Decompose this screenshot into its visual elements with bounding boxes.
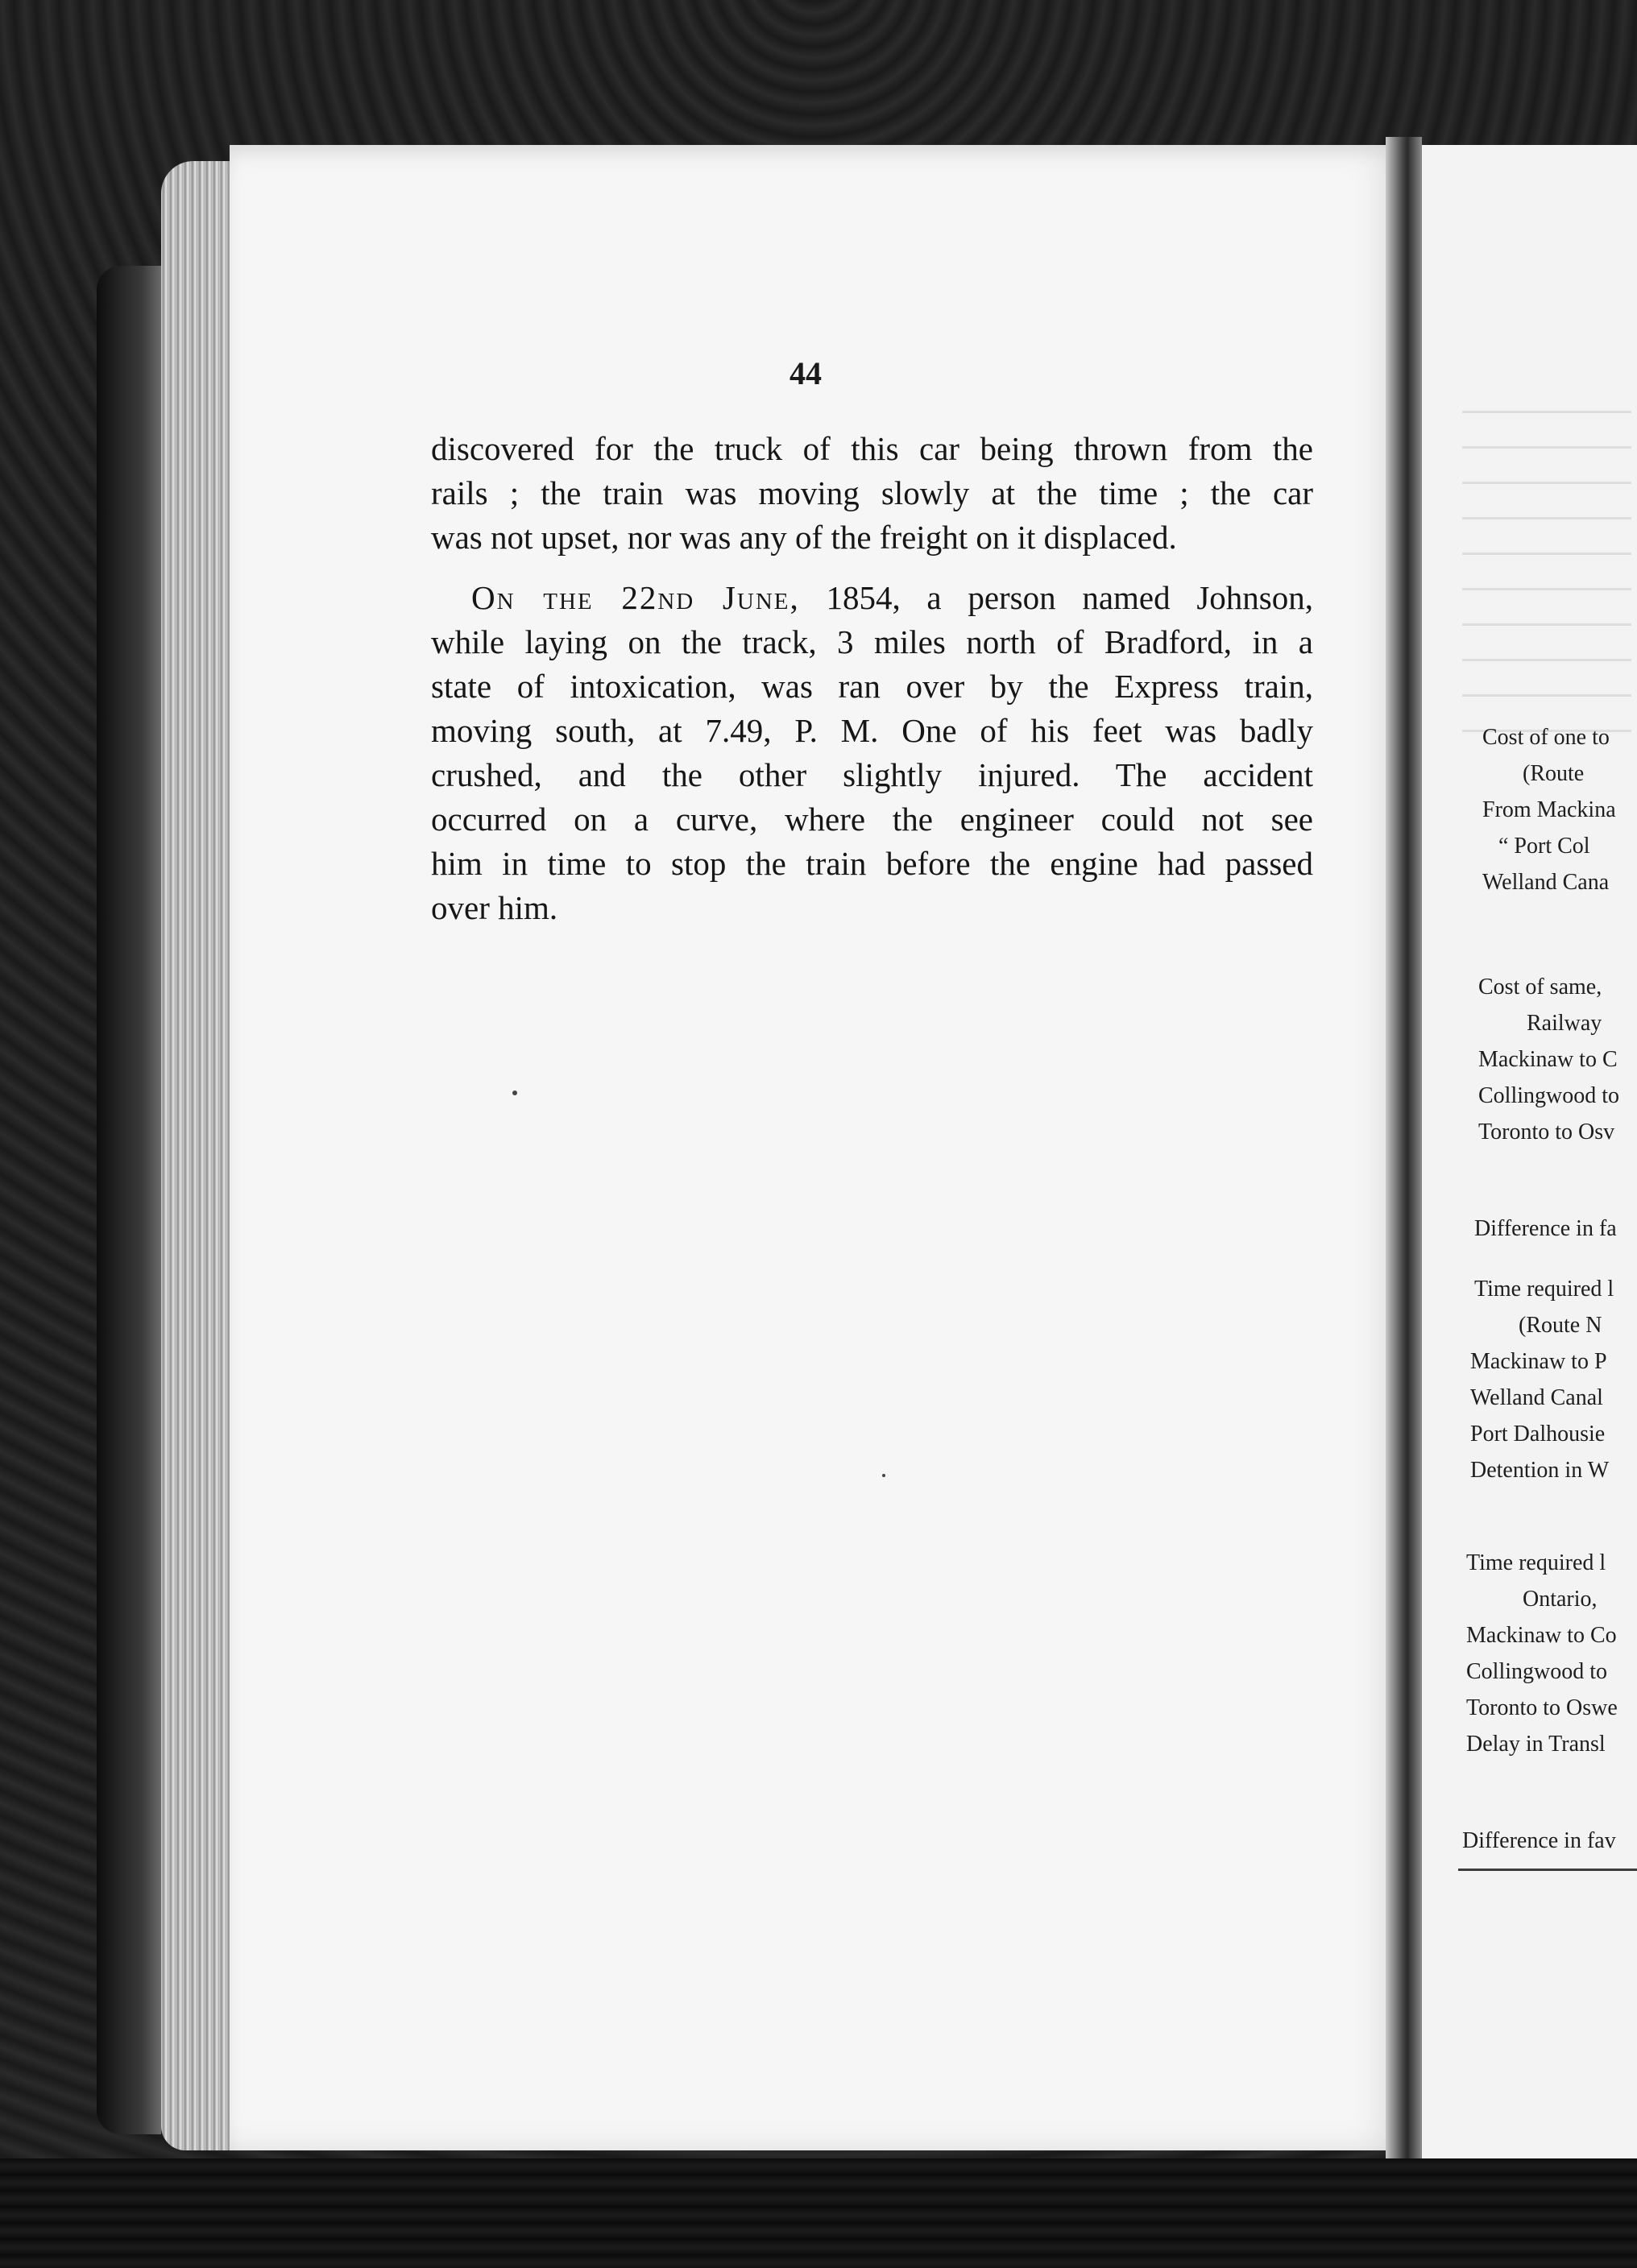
right-page-line: Welland Canal [1470,1385,1603,1410]
text-line: occurred on a curve, where the engineer could not see [431,801,1313,838]
right-page-line: Mackinaw to C [1478,1047,1618,1072]
right-page-line: Difference in fa [1474,1216,1617,1241]
book-edge-shadow [97,266,161,2134]
scanner-bottom-edge [0,2158,1637,2268]
paper-speck [882,1474,885,1477]
text-line: rails ; the train was moving slowly at the time ; the car [431,474,1313,511]
text-line [431,576,1313,620]
right-page-line: Toronto to Osv [1478,1120,1615,1144]
right-page-line: Cost of same, [1478,975,1602,999]
right-page-line: Welland Cana [1482,870,1610,895]
text-line: discovered for the truck of this car being thrown from the [431,430,1313,467]
right-page-line: Port Dalhousie [1470,1422,1606,1446]
right-page-line: (Route [1523,761,1585,786]
right-page-line: Detention in W [1470,1458,1610,1483]
right-page-line: (Route N [1519,1313,1602,1338]
right-page-line: Toronto to Oswe [1466,1695,1618,1720]
right-page-line: Difference in fav [1462,1828,1616,1853]
right-page-line: Time required l [1466,1550,1606,1575]
text-line: over him. [431,889,558,926]
page-body-text [431,427,1313,930]
right-page-line: “ Port Col [1498,834,1590,859]
text-line: while laying on the track, 3 miles north of Bradford, in a [431,623,1313,660]
paragraph-lead: On the 22nd June, [471,579,800,616]
text-line: state of intoxication, was ran over by the Express train, [431,668,1313,705]
right-page-bleed-through [1462,411,1631,749]
right-page-line: Collingwood to [1466,1659,1608,1684]
text-line: was not upset, nor was any of the freight on it displaced. [431,519,1177,556]
right-page-line: Delay in Transl [1466,1732,1606,1757]
text-line: crushed, and the other slightly injured. The accident [431,756,1313,793]
right-page-line: Collingwood to [1478,1083,1620,1108]
right-page [1422,145,1637,2158]
paragraph-2 [431,576,1313,930]
text-line: him in time to stop the train before the engine had passed [431,845,1313,882]
page-number: 44 [789,355,822,391]
right-page-line: Cost of one to [1482,725,1610,750]
right-page-line: Mackinaw to Co [1466,1623,1617,1648]
paper-speck [512,1091,517,1095]
text-line-rest: 1854, a person named Johnson, [799,579,1313,616]
book-gutter [1386,137,1422,2158]
right-page-line: Time required l [1474,1277,1614,1302]
paragraph-1 [431,427,1313,560]
right-page-line: Mackinaw to P [1470,1349,1607,1374]
right-page-line: Ontario, [1523,1587,1598,1612]
right-page-rule [1458,1869,1637,1871]
text-line: moving south, at 7.49, P. M. One of his feet was badly [431,712,1313,749]
right-page-line: From Mackina [1482,797,1616,822]
right-page-line: Railway [1527,1011,1602,1036]
